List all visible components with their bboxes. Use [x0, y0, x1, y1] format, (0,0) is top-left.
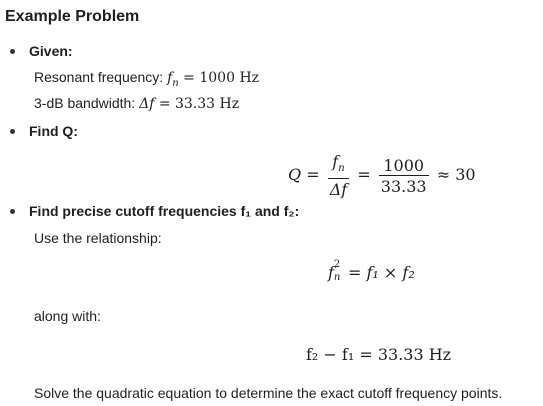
- eq1-lhs-var: f: [328, 263, 334, 282]
- frac1-num-sub: n: [338, 163, 345, 175]
- eq1-rhs: = f₁ × f₂: [342, 263, 415, 282]
- along-with-text: along with:: [34, 308, 101, 324]
- eq1-lhs-sup: 2: [333, 259, 341, 270]
- frac1-num-var: f: [332, 152, 339, 171]
- q-equation: [288, 152, 476, 199]
- q-approx: ≈ 30: [436, 165, 476, 185]
- bullet-dot: [10, 129, 15, 134]
- q-var: Q: [288, 165, 302, 185]
- equals-sign: =: [357, 165, 371, 185]
- use-relationship-text: Use the relationship:: [34, 230, 162, 246]
- eq1-lhs-sub: n: [333, 272, 341, 283]
- bandwidth-label: 3-dB bandwidth:: [34, 95, 140, 111]
- solve-text: Solve the quadratic equation to determine the exact cutoff frequency points.: [34, 385, 503, 401]
- difference-equation: f₂ − f₁ = 33.33 Hz: [306, 345, 452, 364]
- fraction-values: [379, 156, 429, 196]
- frac2-num: 1000: [383, 155, 425, 175]
- product-equation: [328, 259, 415, 283]
- bandwidth-var: Δf: [139, 96, 155, 112]
- cutoff-label: Find precise cutoff frequencies f₁ and f₂:: [29, 203, 300, 219]
- bandwidth-value: = 33.33 Hz: [154, 96, 240, 112]
- equals-sign: =: [306, 165, 320, 185]
- bullet-dot: [10, 209, 15, 214]
- resonant-value: = 1000 Hz: [178, 70, 260, 86]
- fraction-fn-over-df: [328, 152, 349, 199]
- bullet-given: [10, 42, 73, 60]
- bullet-cutoff: [10, 202, 299, 220]
- find-q-label: Find Q:: [29, 123, 78, 139]
- frac1-den: Δf: [329, 180, 348, 200]
- frac2-den: 33.33: [380, 176, 427, 196]
- bullet-dot: [10, 49, 15, 54]
- resonant-label: Resonant frequency:: [34, 69, 168, 85]
- given-label: Given:: [29, 43, 73, 59]
- resonant-sub: n: [172, 77, 179, 89]
- section-heading: Example Problem: [5, 8, 140, 25]
- resonant-var: f: [167, 70, 173, 86]
- bullet-find-q: [10, 122, 78, 140]
- resonant-frequency-line: [34, 68, 259, 93]
- bandwidth-line: [34, 94, 239, 113]
